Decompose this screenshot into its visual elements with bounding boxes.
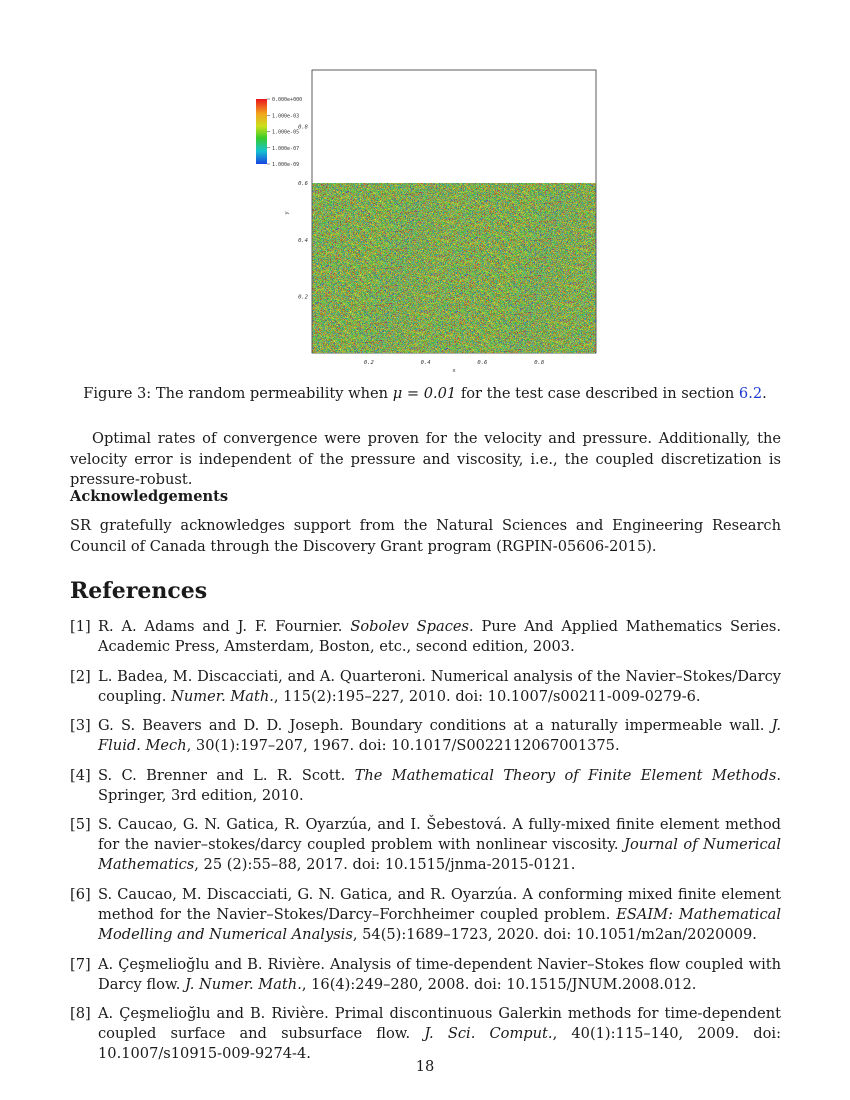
noise-image [313,183,596,353]
reference-list [70,617,781,1074]
x-tick-label: 0.4 [420,360,431,366]
x-tick-label: 0.8 [534,360,545,366]
reference-item: [6] S. Caucao, M. Discacciati, G. N. Gatica, and R. Oyarzúa. A conforming mixed finite element method for the Navier–Stokes/Darcy–Forchheimer coupled problem. ESAIM: Mathematical Modelling and Numerical Analysis, 54(5):1689–1723, 2020. doi: 10.1051/m2an/2020009. [70,885,781,943]
y-tick-label: 0.4 [298,237,308,244]
conclusion-paragraph: Optimal rates of convergence were proven for the velocity and pressure. Additionally, the velocity error is independent of the pressure and viscosity, i.e., the coupled discretization is pressure-robust. [70,430,781,488]
permeability-plot [250,66,610,381]
y-axis-label: y [284,211,290,215]
reference-label: [7] [70,955,91,973]
reference-label: [5] [70,816,91,834]
reference-item: [1] R. A. Adams and J. F. Fournier. Sobolev Spaces. Pure And Applied Mathematics Series. Academic Press, Amsterdam, Boston, etc., second edition, 2003. [70,618,781,655]
colorbar [256,99,267,164]
x-tick-label: 0.2 [363,360,374,366]
x-axis-label: x [452,368,456,374]
colorbar-label: 1.000e-03 [272,113,300,120]
colorbar-label: 1.000e-09 [272,162,300,168]
reference-label: [3] [70,717,91,735]
acknowledgements-paragraph: SR gratefully acknowledges support from the Natural Sciences and Engineering Research Council of Canada through the Discovery Grant program (RGPIN-05606-2015). [70,517,781,555]
reference-label: [6] [70,885,91,903]
page-number: 18 [415,1058,435,1075]
reference-item: [8] A. Çeşmelioğlu and B. Rivière. Primal discontinuous Galerkin methods for time-dependent coupled surface and subsurface flow. J. Sci. Comput., 40(1):115–140, 2009. doi: 10.1007/s10915-009-9274-4. [70,1005,782,1063]
x-tick-label: 0.6 [477,360,488,366]
references-heading: References [70,578,208,604]
colorbar-label: 1.000e-07 [272,145,300,152]
reference-item: [7] A. Çeşmelioğlu and B. Rivière. Analysis of time-dependent Navier–Stokes flow coupled with Darcy flow. J. Numer. Math., 16(4):249–280, 2008. doi: 10.1515/JNUM.2008.012. [70,955,781,993]
permeability-field [313,183,596,353]
colorbar-label: 1.000e-05 [272,129,300,136]
reference-item: [2] L. Badea, M. Discacciati, and A. Quarteroni. Numerical analysis of the Navier–Stokes/Darcy coupling. Numer. Math., 115(2):195–227, 2010. doi: 10.1007/s00211-009-0279-6. [70,667,781,705]
colorbar-label: 0.000e+000 [272,97,303,103]
figure-caption: Figure 3: The random permeability when μ = 0.01 for the test case described in section 6.2. [83,385,767,402]
reference-label: [8] [70,1005,91,1023]
y-tick-label: 0.6 [298,181,308,188]
y-tick-label: 0.8 [298,124,308,131]
y-tick-label: 0.2 [298,294,308,301]
reference-label: [1] [70,618,91,635]
section-link[interactable]: 6.2 [738,385,763,402]
reference-item: [3] G. S. Beavers and D. D. Joseph. Boundary conditions at a naturally impermeable wall. J. Fluid. Mech, 30(1):197–207, 1967. doi: 10.1017/S0022112067001375. [70,717,781,755]
reference-item: [4] S. C. Brenner and L. R. Scott. The Mathematical Theory of Finite Element Methods. Springer, 3rd edition, 2010. [70,766,781,804]
figure [250,66,610,381]
reference-label: [4] [70,766,91,784]
reference-label: [2] [70,667,91,685]
acknowledgements-heading: Acknowledgements [70,488,229,505]
reference-item: [5] S. Caucao, G. N. Gatica, R. Oyarzúa, and I. Šebestová. A fully-mixed finite element method for the navier–stokes/darcy coupled problem with nonlinear viscosity. Journal of Numerical Mathematics, 25 (2):55–88, 2017. doi: 10.1515/jnma-2015-0121. [70,816,781,874]
